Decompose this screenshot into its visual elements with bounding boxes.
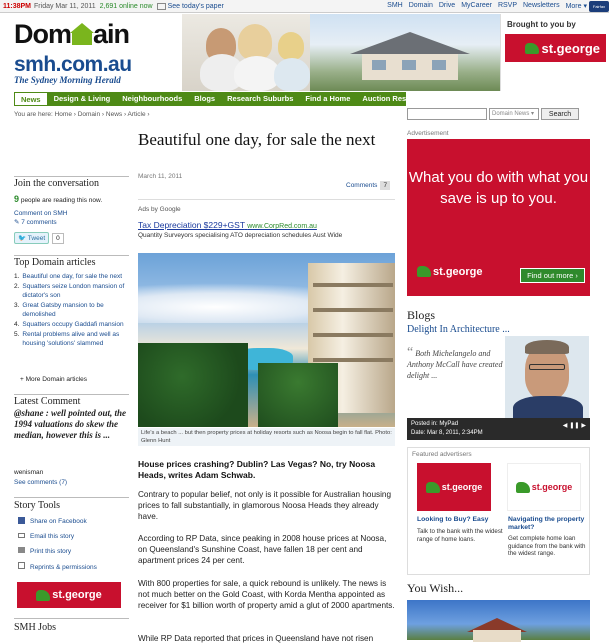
network-link-domain[interactable]: Domain bbox=[408, 2, 433, 9]
dragon-icon bbox=[426, 482, 440, 493]
blogger-photo bbox=[505, 336, 589, 418]
breadcrumb[interactable]: You are here: Home › Domain › News › Article › bbox=[14, 111, 150, 118]
divider bbox=[138, 199, 395, 200]
network-nav bbox=[387, 2, 587, 10]
story-tools-title: Story Tools bbox=[14, 500, 61, 511]
divider bbox=[14, 394, 129, 395]
dragon-icon bbox=[36, 590, 50, 601]
dragon-icon bbox=[525, 43, 539, 54]
brought-to-you-label: Brought to you by bbox=[507, 20, 576, 29]
print-icon bbox=[18, 547, 25, 553]
more-articles-link[interactable]: + More Domain articles bbox=[20, 376, 88, 383]
blog-quote: “ Both Michelangelo and Anthony McCall have created delight ... bbox=[407, 345, 503, 380]
google-ad-link[interactable]: Tax Depreciation $229+GST www.CorpRed.com.au bbox=[138, 220, 317, 230]
quote-icon: “ bbox=[407, 345, 414, 360]
article-paragraph: While RP Data reported that prices in Queensland have not risen bbox=[138, 634, 374, 643]
blogs-title: Blogs bbox=[407, 308, 436, 322]
sponsor-logo[interactable]: st.george bbox=[505, 34, 606, 62]
article-title: Beautiful one day, for sale the next bbox=[138, 130, 376, 149]
list-item[interactable]: 3. Great Gatsby mansion to be demolished bbox=[14, 302, 104, 318]
domain-logo[interactable]: Dom ain bbox=[14, 19, 130, 49]
email-icon bbox=[18, 533, 25, 538]
current-date: Friday Mar 11, 2011 bbox=[34, 2, 96, 10]
top-articles-title: Top Domain articles bbox=[14, 257, 96, 268]
stgeorge-small-ad[interactable]: st.george bbox=[17, 582, 121, 608]
divider bbox=[14, 176, 129, 177]
facebook-icon bbox=[18, 517, 25, 524]
tweet-button[interactable]: 🐦 Tweet bbox=[14, 232, 49, 244]
list-item[interactable]: 4. Squatters occupy Gaddafi mansion bbox=[14, 321, 124, 328]
site-header bbox=[0, 14, 609, 91]
list-item[interactable]: 1. Beautiful one day, for sale the next bbox=[14, 273, 123, 280]
search-button[interactable]: Search bbox=[541, 108, 579, 120]
email-story-link[interactable]: Email this story bbox=[18, 532, 74, 541]
comment-author: wenisman bbox=[14, 469, 44, 476]
network-link-smh[interactable]: SMH bbox=[387, 2, 403, 9]
todays-paper-link[interactable]: See today's paper bbox=[167, 2, 224, 10]
featured-advertisers-label: Featured advertisers bbox=[412, 451, 472, 458]
blog-category[interactable]: Posted in: MyPad bbox=[411, 421, 459, 427]
latest-comment-text: @shane : well pointed out, the 1994 valuations do skew the median, however this is ... bbox=[14, 408, 126, 440]
dragon-icon bbox=[516, 482, 530, 493]
smh-masthead: The Sydney Morning Herald bbox=[14, 75, 121, 85]
featured-title-1[interactable]: Looking to Buy? Easy bbox=[417, 516, 489, 523]
family-photo bbox=[182, 14, 328, 91]
tweet-widget bbox=[14, 232, 64, 244]
network-link-rsvp[interactable]: RSVP bbox=[497, 2, 517, 9]
top-articles-list bbox=[14, 272, 126, 349]
print-story-link[interactable]: Print this story bbox=[18, 547, 71, 556]
tweet-count: 0 bbox=[52, 233, 64, 244]
featured-title-2[interactable]: Navigating the property market? bbox=[508, 516, 585, 531]
ad-message: What you do with what you save is up to you. bbox=[408, 169, 589, 207]
article-photo bbox=[138, 253, 395, 427]
reading-now: 9 people are reading this now. bbox=[14, 194, 103, 204]
network-link-drive[interactable]: Drive bbox=[438, 2, 456, 9]
article-paragraph: With 800 properties for sale, a quick rebound is unlikely. The news is not much better on the Gold Coast, with Korda Mentha appointed as receiver for $1 billion worth of property amid a glut of 2000 apartments. bbox=[138, 579, 395, 611]
featured-body-2: Get complete home loan guidance from the bank with the widest range. bbox=[508, 535, 586, 557]
reprints-icon bbox=[18, 562, 25, 569]
stgeorge-ad[interactable] bbox=[407, 139, 590, 296]
join-title: Join the conversation bbox=[14, 178, 99, 189]
blog-date: Date: Mar 8, 2011, 2:34PM bbox=[411, 430, 483, 436]
reprints-link[interactable]: Reprints & permissions bbox=[18, 562, 97, 572]
nav-blogs[interactable]: Blogs bbox=[194, 94, 216, 103]
newspaper-icon bbox=[157, 3, 166, 10]
you-wish-photo[interactable] bbox=[407, 600, 590, 640]
comments-counter[interactable]: Comments 7 bbox=[346, 181, 390, 190]
list-item[interactable]: 2. Squatters seize London mansion of dictator's son bbox=[14, 283, 125, 299]
smh-jobs-title: SMH Jobs bbox=[14, 622, 56, 633]
article-paragraph: Contrary to popular belief, not only is it possible for Australian housing prices to fall substantially, in glamorous Noosa Heads they already have. bbox=[138, 490, 392, 522]
featured-ad-2[interactable]: st.george bbox=[507, 463, 581, 511]
nav-news[interactable]: News bbox=[14, 92, 48, 106]
featured-body-1: Talk to the bank with the widest range of home loans. bbox=[417, 528, 503, 543]
search-scope-select[interactable]: Domain News ▾ bbox=[489, 108, 539, 120]
search-input[interactable] bbox=[407, 108, 487, 120]
list-item[interactable]: 5. Rental problems alive and well as housing 'solutions' slammed bbox=[14, 331, 120, 347]
article-date: March 11, 2011 bbox=[138, 173, 183, 180]
house-icon bbox=[71, 23, 93, 45]
sponsor-box bbox=[500, 14, 609, 91]
blog-post-title[interactable]: Delight In Architecture ... bbox=[407, 324, 510, 335]
ad-logo: st.george bbox=[417, 266, 483, 278]
nav-auction-results[interactable]: Auction Results bbox=[362, 94, 420, 103]
ads-by-google-label: Ads by Google bbox=[138, 206, 181, 213]
divider bbox=[14, 618, 129, 619]
photo-caption: Life's a beach ... but then property prices at holiday resorts such as Noosa begin to fall flat. Photo: Glenn Hunt bbox=[138, 428, 395, 446]
article-lede: House prices crashing? Dublin? Las Vegas? No, try Noosa Heads, writes Adam Schwab. bbox=[138, 459, 376, 480]
blog-pager bbox=[563, 422, 586, 431]
latest-comment-title: Latest Comment bbox=[14, 396, 81, 407]
divider bbox=[14, 497, 129, 498]
share-facebook-link[interactable]: Share on Facebook bbox=[18, 517, 87, 526]
online-count: 2,691 online now bbox=[99, 2, 153, 10]
search-bar bbox=[407, 108, 589, 120]
find-out-more-button[interactable]: Find out more › bbox=[520, 268, 585, 283]
article-paragraph: According to RP Data, since peaking in 2008 house prices at Noosa, on Queensland's Sunshine Coast, have fallen 18 per cent and apartment prices 24 per cent. bbox=[138, 534, 387, 566]
nav-find-a-home[interactable]: Find a Home bbox=[305, 94, 351, 103]
pause-icon[interactable]: ❚❚ bbox=[569, 423, 580, 429]
next-icon[interactable]: ▶ bbox=[581, 423, 586, 429]
blog-meta bbox=[407, 418, 590, 440]
featured-ad-1[interactable]: st.george bbox=[417, 463, 491, 511]
advertisement-label: Advertisement bbox=[407, 130, 449, 137]
network-link-mycareer[interactable]: MyCareer bbox=[461, 2, 492, 9]
main-nav bbox=[14, 92, 420, 106]
network-link-more[interactable]: More ▾ bbox=[565, 3, 587, 10]
nav-design-living[interactable]: Design & Living bbox=[53, 94, 111, 103]
comment-on-smh-link[interactable]: Comment on SMH bbox=[14, 210, 68, 217]
google-ad-text: Quantity Surveyors specialising ATO depreciation schedules Aust Wide bbox=[138, 232, 343, 239]
house-photo bbox=[310, 14, 500, 91]
smh-logo[interactable]: smh.com.au bbox=[14, 53, 132, 76]
nav-neighbourhoods[interactable]: Neighbourhoods bbox=[122, 94, 183, 103]
you-wish-title: You Wish... bbox=[407, 581, 464, 595]
fairfax-logo[interactable]: Fairfax bbox=[589, 1, 609, 12]
comments-link[interactable]: ✎ 7 comments bbox=[14, 219, 57, 226]
see-comments-link[interactable]: See comments (7) bbox=[14, 479, 68, 486]
divider bbox=[14, 255, 129, 256]
network-link-newsletters[interactable]: Newsletters bbox=[523, 2, 560, 9]
dragon-icon bbox=[417, 266, 431, 277]
current-time: 11:38PM bbox=[3, 2, 32, 10]
nav-research-suburbs[interactable]: Research Suburbs bbox=[227, 94, 294, 103]
prev-icon[interactable]: ◀ bbox=[562, 423, 568, 429]
